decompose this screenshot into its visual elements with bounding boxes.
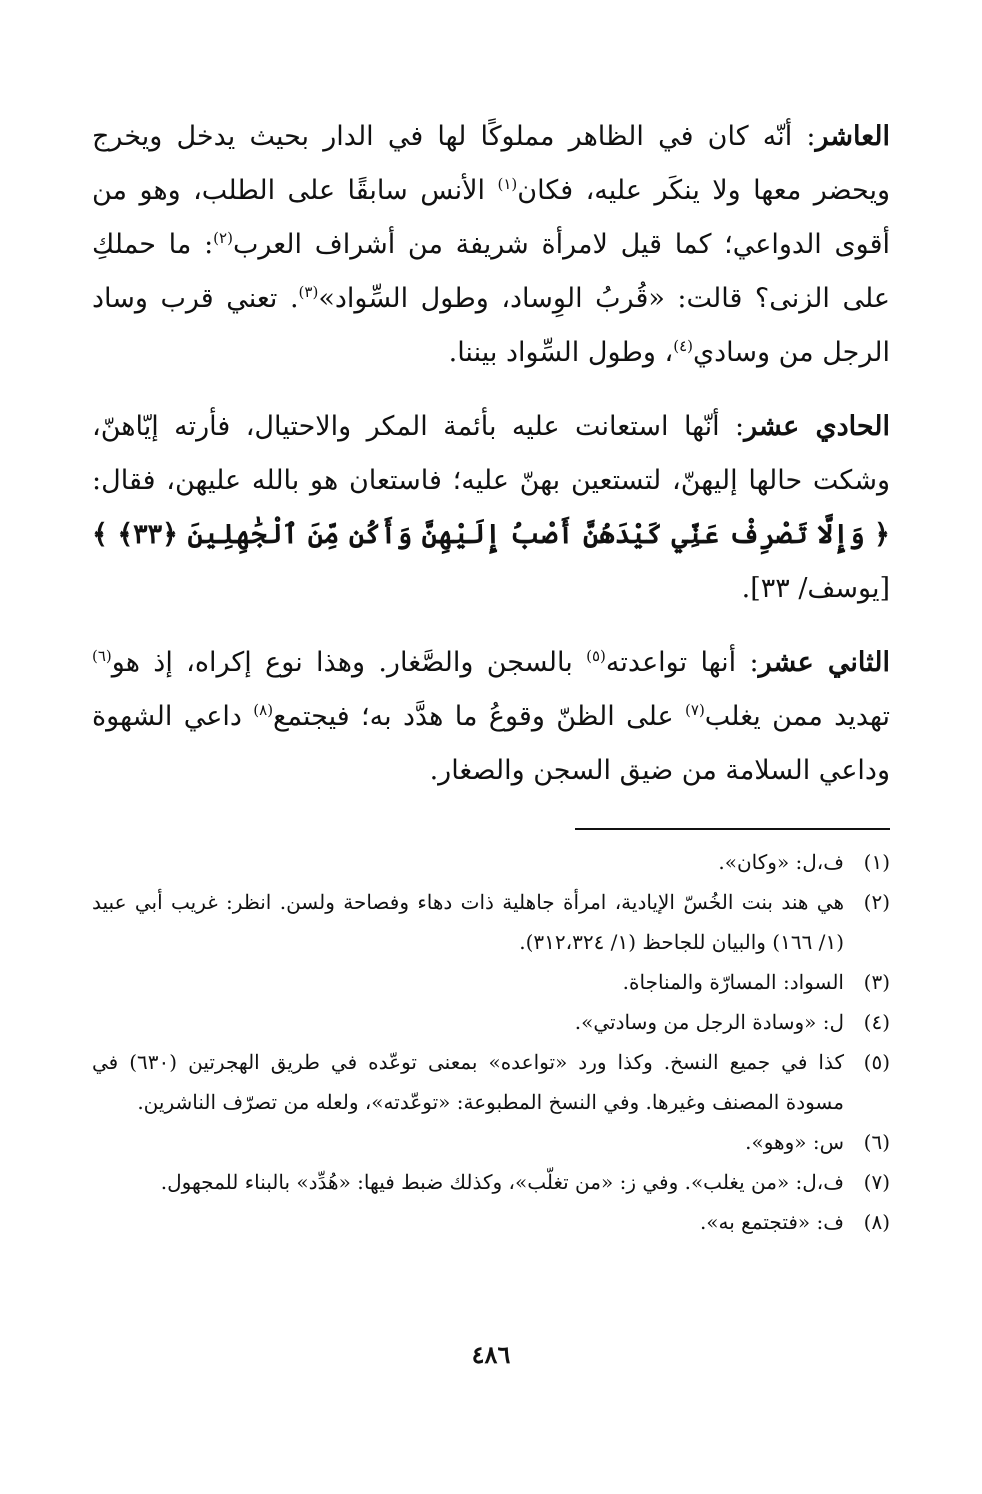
footnote-number: (٦) xyxy=(863,1130,890,1154)
footnote-marker: (٣) xyxy=(298,283,319,301)
footnotes xyxy=(92,842,890,1242)
paragraph-text: : أنّه كان في الظاهر مملوكًا لها في الدار بحيث يدخل ويخرج ويحضر معها ولا ينكَر عليه، فكان xyxy=(92,121,891,206)
footnote-text: س: «وهو». xyxy=(745,1130,844,1154)
footnote-item xyxy=(92,1122,890,1162)
footnote-text: هي هند بنت الخُسّ الإيادية، امرأة جاهلية ذات دهاء وفصاحة ولسن. انظر: غريب أبي عبيد (١/ ١٦٦) والبيان للجاحظ (١/ ٣١٢،٣٢٤). xyxy=(92,890,844,954)
footnote-number: (٢) xyxy=(863,890,890,914)
footnote-text: السواد: المسارّة والمناجاة. xyxy=(622,970,844,994)
footnote-number: (٥) xyxy=(863,1050,890,1074)
paragraph-text: بالسجن والصَّغار. وهذا نوع إكراه، إذ هو xyxy=(111,647,587,678)
verse-reference: [يوسف/ ٣٣]. xyxy=(741,573,890,604)
paragraph-text: : ما حملكِ على الزنى؟ قالت: «قُربُ الوِساد، وطول السِّواد» xyxy=(92,229,890,314)
footnote-marker: (١) xyxy=(497,175,518,193)
footnote-item xyxy=(92,962,890,1002)
footnote-text: ل: «وسادة الرجل من وسادتي». xyxy=(574,1010,844,1034)
document-page xyxy=(92,110,890,1494)
paragraph-text: : أنّها استعانت عليه بأئمة المكر والاحتيال، فأرته إيّاهنّ، وشكت حالها إليهنّ، لتستعين بهنّ عليه؛ فاستعان هو بالله عليهن، فقال: xyxy=(92,411,890,496)
footnote-item xyxy=(92,1162,890,1202)
footnote-marker: (٧) xyxy=(685,701,705,719)
paragraph-twelfth xyxy=(92,636,890,798)
page-number: ٤٨٦ xyxy=(471,1340,511,1369)
paragraph-text: تهديد ممن يغلب xyxy=(704,701,890,732)
paragraph-lead: الثاني عشر xyxy=(758,647,890,678)
footnote-marker: (٢) xyxy=(213,229,233,247)
footnote-item xyxy=(92,1042,890,1122)
paragraph-lead: الحادي عشر xyxy=(744,411,890,442)
paragraph-lead: العاشر xyxy=(815,121,890,152)
footnote-text: ف،ل: «من يغلب». وفي ز: «من تغلّب»، وكذلك ضبط فيها: «هُدِّد» بالبناء للمجهول. xyxy=(160,1170,844,1194)
footnote-text: ف: «فتجتمع به». xyxy=(699,1210,844,1234)
paragraph-text: داعي الشهوة وداعي السلامة من ضيق السجن والصغار. xyxy=(92,701,890,786)
footnote-marker: (٨) xyxy=(253,701,274,719)
footnote-text: ف،ل: «وكان». xyxy=(718,850,844,874)
paragraph-text: : أنها تواعدته xyxy=(605,647,759,678)
footnote-item xyxy=(92,1202,890,1242)
footnote-marker: (٥) xyxy=(586,647,606,665)
paragraph-text: . تعني قرب وساد الرجل من وسادي xyxy=(92,283,890,368)
footnote-number: (٣) xyxy=(863,970,890,994)
main-text xyxy=(92,110,890,798)
paragraph-eleventh xyxy=(92,400,890,616)
footnote-marker: (٦) xyxy=(92,647,112,665)
paragraph-tenth xyxy=(92,110,890,380)
quran-verse: ﴿ وَإِلَّا تَصْرِفْ عَنِّي كَيْدَهُنَّ أَصْبُ إِلَيْهِنَّ وَأَكُن مِّنَ ٱلْجَٰهِلِينَ ﴿٣٣﴾ ﴾ xyxy=(92,519,891,550)
paragraph-text: الأنس سابقًا على الطلب، وهو من أقوى الدواعي؛ كما قيل لامرأة شريفة من أشراف العرب xyxy=(92,175,890,260)
footnote-number: (١) xyxy=(863,850,890,874)
footnote-number: (٧) xyxy=(863,1170,890,1194)
paragraph-text: ، وطول السِّواد بيننا. xyxy=(448,337,674,368)
footnote-separator xyxy=(575,828,890,830)
footnote-text: كذا في جميع النسخ. وكذا ورد «تواعده» بمعنى توعّده في طريق الهجرتين (٦٣٠) في مسودة المصنف وغيرها. وفي النسخ المطبوعة: «توعّدته»، ولعله من تصرّف الناشرين. xyxy=(92,1050,844,1114)
footnote-item xyxy=(92,882,890,962)
paragraph-text: على الظنّ وقوعُ ما هدَّد به؛ فيجتمع xyxy=(273,701,686,732)
footnote-item xyxy=(92,1002,890,1042)
footnote-number: (٨) xyxy=(863,1210,890,1234)
footnote-item xyxy=(92,842,890,882)
footnote-marker: (٤) xyxy=(673,337,693,355)
footnote-number: (٤) xyxy=(863,1010,890,1034)
